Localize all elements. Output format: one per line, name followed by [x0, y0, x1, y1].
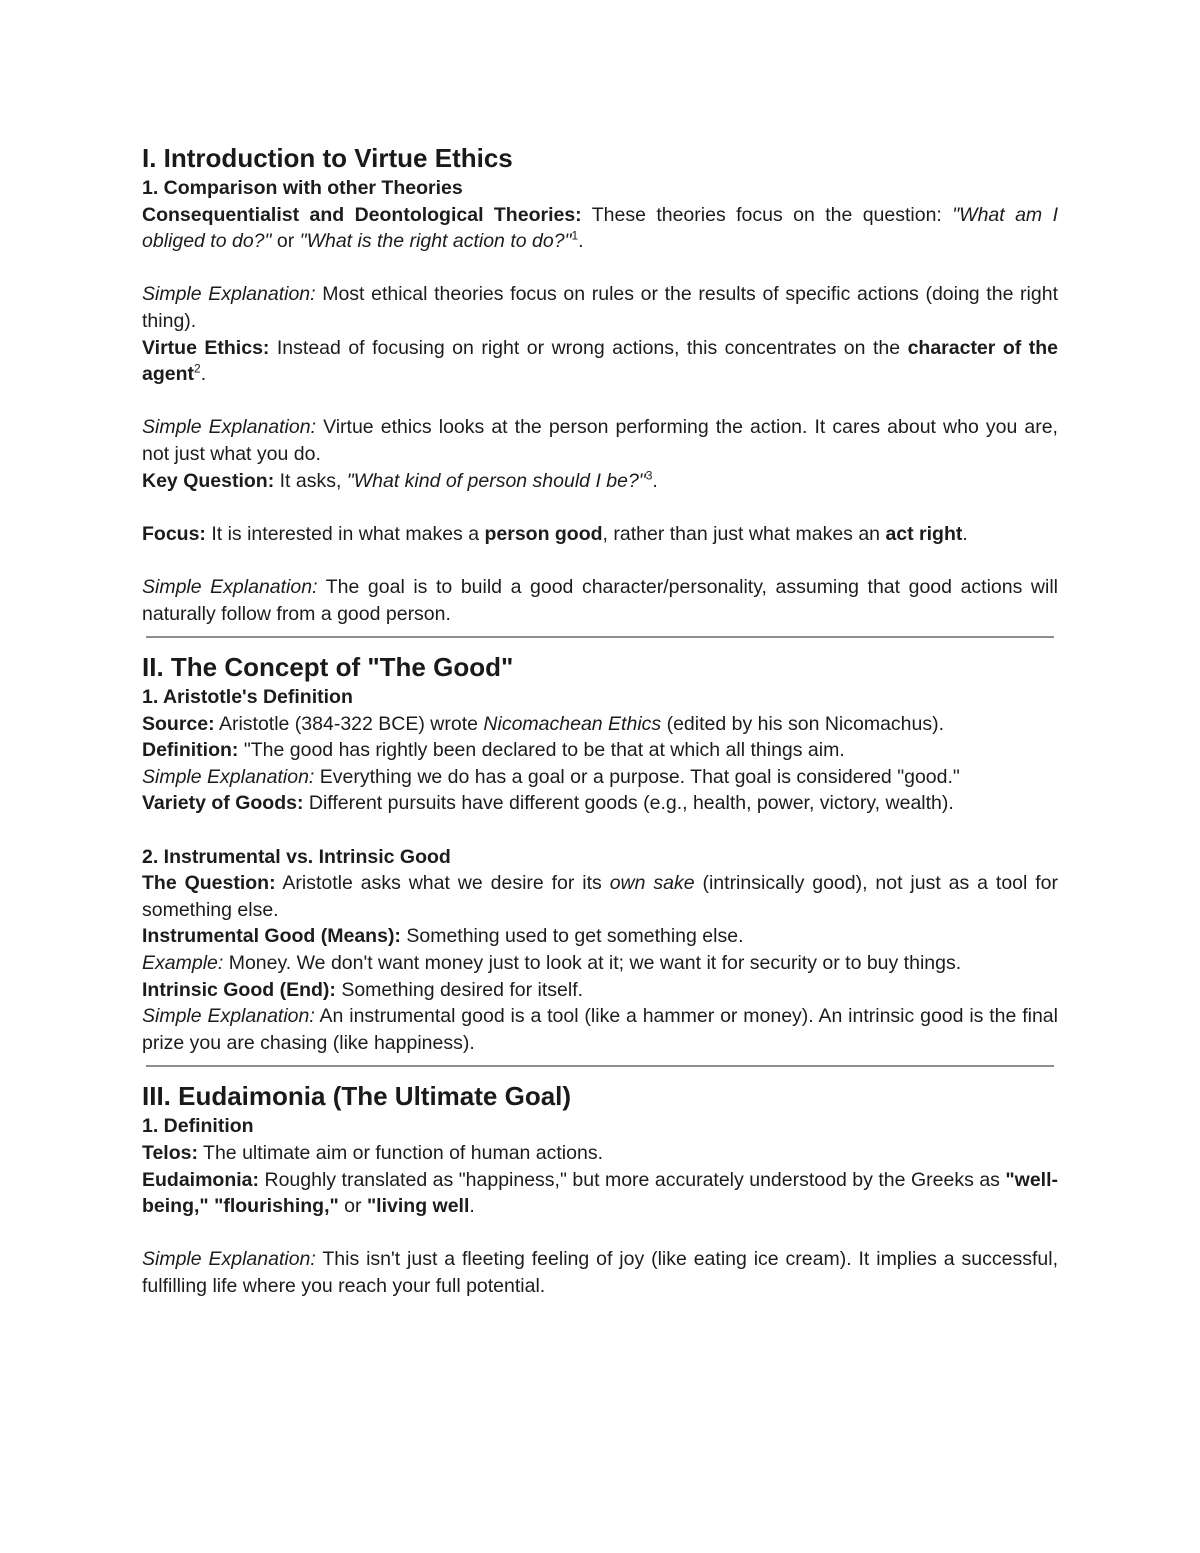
footnote-ref-2[interactable]: 2	[194, 361, 201, 376]
paragraph-virtue-ethics: Virtue Ethics: Instead of focusing on right or wrong actions, this concentrates on the character of the agent$^2$.	[142, 336, 1058, 386]
simple-explanation-3: Simple Explanation: The goal is to build a good character/personality, assuming that good actions will naturally follow from a good person.	[142, 575, 1059, 625]
section-heading-virtue-ethics: I. Introduction to Virtue Ethics	[142, 143, 513, 173]
paragraph-theories: Consequentialist and Deontological Theories: These theories focus on the question: "What am I obliged to do?" or "What is the right action to do?"$^1$.	[142, 203, 1058, 253]
section-heading-eudaimonia: III. Eudaimonia (The Ultimate Goal)	[142, 1081, 572, 1112]
section-divider	[146, 636, 1054, 638]
document-page	[142, 141, 1058, 1300]
simple-explanation-5: Simple Explanation: An instrumental good is a tool (like a hammer or money). An intrinsic good is the final prize you are chasing (like happiness).	[142, 1005, 1058, 1054]
paragraph-example: Example: Money. We don't want money just to look at it; we want it for security or to buy things.	[142, 952, 962, 975]
paragraph-telos: Telos: The ultimate aim or function of human actions.	[142, 1142, 603, 1164]
paragraph-intrinsic-good: Intrinsic Good (End): Something desired for itself.	[142, 978, 584, 1001]
section-heading-the-good: II. The Concept of "The Good"	[142, 652, 514, 683]
footnote-ref-1[interactable]: 1	[571, 228, 579, 243]
simple-explanation-4: Simple Explanation: Everything we do has a goal or a purpose. That goal is considered "good."	[142, 765, 960, 788]
paragraph-instrumental-good: Instrumental Good (Means): Something used to get something else.	[142, 925, 744, 948]
simple-explanation-6: Simple Explanation: This isn't just a fleeting feeling of joy (like eating ice cream). It implies a successful, fulfilling life where you reach your full potential.	[142, 1248, 1058, 1297]
paragraph-key-question: Key Question: It asks, "What kind of person should I be?"$^3$.	[142, 468, 658, 492]
paragraph-variety-of-goods: Variety of Goods: Different pursuits have different goods (e.g., health, power, victory, wealth).	[142, 792, 954, 815]
paragraph-the-question: The Question: Aristotle asks what we desire for its own sake (intrinsically good), not just as a tool for something else.	[142, 872, 1058, 921]
simple-explanation-1: Simple Explanation: Most ethical theories focus on rules or the results of specific actions (doing the right thing).	[142, 283, 1058, 332]
footnote-ref-3[interactable]: 3	[645, 468, 653, 483]
section-divider	[146, 1065, 1054, 1067]
subheading-comparison: 1. Comparison with other Theories	[142, 177, 463, 199]
subheading-instrumental-intrinsic: 2. Instrumental vs. Intrinsic Good	[142, 845, 451, 868]
label-consequentialist: Consequentialist and Deontological Theories:	[142, 203, 582, 226]
subheading-aristotle-definition: 1. Aristotle's Definition	[142, 686, 353, 709]
paragraph-source: Source: Aristotle (384-322 BCE) wrote Nicomachean Ethics (edited by his son Nicomachus).	[142, 712, 945, 735]
simple-explanation-2: Simple Explanation: Virtue ethics looks at the person performing the action. It cares about who you are, not just what you do.	[142, 416, 1058, 465]
paragraph-eudaimonia: Eudaimonia: Roughly translated as "happiness," but more accurately understood by the Greeks as "well-being," "flourishing," or "living well.	[142, 1168, 1058, 1218]
paragraph-focus: Focus: It is interested in what makes a person good, rather than just what makes an act right.	[142, 522, 968, 545]
subheading-definition: 1. Definition	[142, 1115, 254, 1138]
paragraph-definition: Definition: "The good has rightly been declared to be that at which all things aim.	[142, 739, 845, 762]
